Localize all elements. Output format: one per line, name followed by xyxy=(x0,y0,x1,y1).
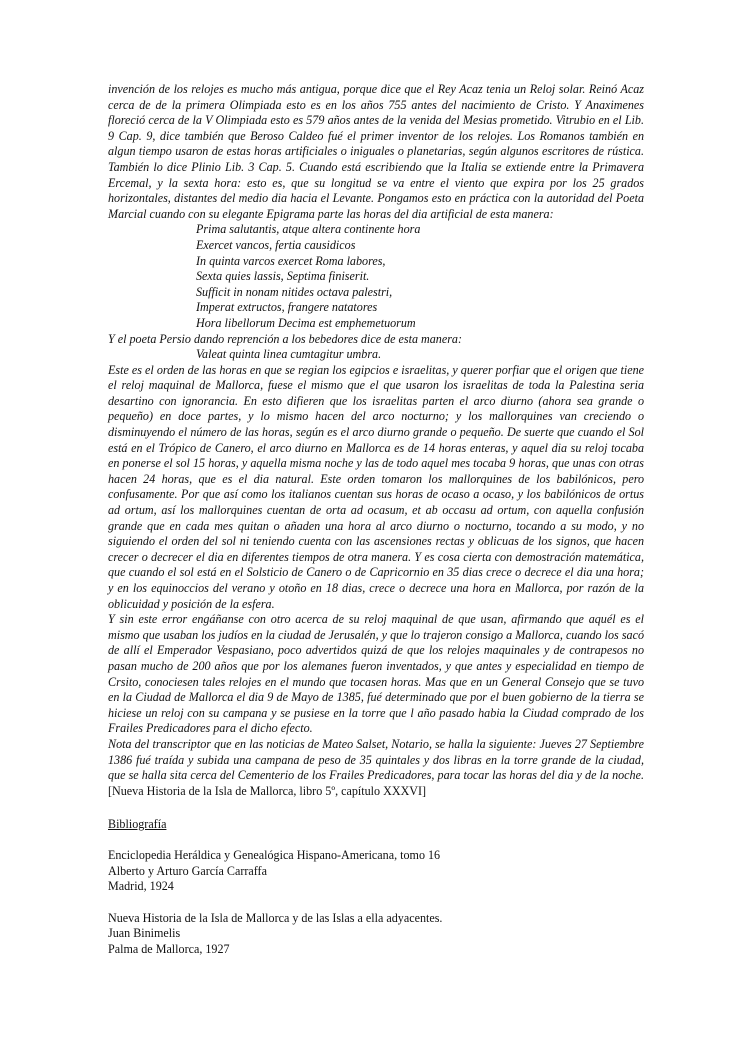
paragraph: Y sin este error engáñanse con otro acerca de su reloj maquinal de que usan, afirmando que aquél es el mismo que usaban los judíos en la ciudad de Jerusalén, y que lo trajeron consigo a Mallorca, cuando los sacó de allí el Emperador Vespasiano, poco advertidos quizá de que los relojes maquinales y de contrapesos no pasan mucho de 200 años que por los alemanes fueron inventados, y que antes y especialidad en tiempo de Crsito, conociesen tales relojes en el mundo que tocasen horas. Mas que en un General Consejo que se tuvo en la Ciudad de Mallorca el dia 9 de Mayo de 1385, fué determinado que por el buen gobierno de la tierra se hiciese un reloj con su campana y se pusiese en la torre que l año pasado habia la Ciudad comprado de los Frailes Predicadores para el dicho efecto. xyxy=(108,612,644,736)
verse-marcial xyxy=(108,222,644,331)
verse-line: In quinta varcos exercet Roma labores, xyxy=(196,253,386,268)
verse-line: Prima salutantis, atque altera continente hora xyxy=(196,222,421,237)
entry-author: Alberto y Arturo García Carraffa xyxy=(108,863,267,878)
verse-line: Imperat extructos, frangere natatores xyxy=(196,300,378,315)
verse-line: Hora libellorum Decima est emphemetuorum xyxy=(196,315,416,330)
entry-place: Madrid, 1924 xyxy=(108,879,174,894)
paragraph: invención de los relojes es mucho más antigua, porque dice que el Rey Acaz tenia un Reloj solar. Reinó Acaz cerca de de la primera Olimpiada esto es en los años 755 antes del nacimiento de Cristo. Y Anaximenes floreció cerca de la V Olimpiada esto es 579 años antes de la venida del Mesias prometido. Vitrubio en el Lib. 9 Cap. 9, dice también que Beroso Caldeo fué el primer inventor de los relojes. Los Romanos también en algun tiempo usaron de estas horas artificiales o iniguales o planetarias, según algunos escritores de rústica. También lo dice Plinio Lib. 3 Cap. 5. Cuando está escribiendo que la Italia se extiende entre la Primavera Ercemal, y la sexta hora: esto es, que su longitud se va entre el viento que expira por los 25 grados horizontales, distantes del medio dia hacia el Levante. Pongamos esto en práctica con la autoridad del Poeta Marcial cuando con su elegante Epigrama parte las horas del dia artificial de esta manera: xyxy=(108,82,644,221)
bibliography-heading: Bibliografía xyxy=(108,817,167,831)
entry-title: Enciclopedia Heráldica y Genealógica Hispano-Americana, tomo 16 xyxy=(108,848,441,863)
bibliography-entry xyxy=(108,911,644,958)
paragraph: Y el poeta Persio dando reprención a los bebedores dice de esta manera: xyxy=(108,331,463,346)
bibliography xyxy=(108,817,644,973)
source-reference: [Nueva Historia de la Isla de Mallorca, libro 5º, capítulo XXXVI] xyxy=(108,783,427,798)
verse-line: Valeat quinta linea cumtagitur umbra. xyxy=(196,347,382,362)
verse-line: Sufficit in nonam nitides octava palestri, xyxy=(196,284,393,299)
verse-persio xyxy=(108,347,644,363)
paragraph: Este es el orden de las horas en que se regian los egipcios e israelitas, y querer porfiar que el origen que tiene el reloj maquinal de Mallorca, fuese el mismo que el que usaron los israelitas de toda la Palestina seria desartino con ignorancia. En esto difieren que los israelitas parten el arco diurno (ahora sea grande o pequeño) en doce partes, y lo mismo hacen del arco nocturno; y los mallorquines van creciendo o disminuyendo el número de las horas, según es el arco diurno grande o pequeño. De suerte que cuando el Sol está en el Trópico de Canero, el arco diurno en Mallorca es de 14 horas enteras, y aquel dia su reloj tocaba en ponerse el sol 15 horas, y aquella misma noche y las de todo aquel mes tocaba 9 horas, que unas con otras hacen 24 horas, que es el dia natural. Este orden tomaron los mallorquines de los babilónicos, pero confusamente. Por que así como los italianos cuentan sus horas de ocaso a ocaso, y los babilónicos de ortus ad ortum, así los mallorquines cuentan de orta ad ocasum, et ab occasu ad ortum, con aquella confusión grande que en cada mes quitan o añaden una hora al arco diurno o nocturno, tocando a su modo, y no siguiendo el orden del sol ni teniendo cuenta con las ascensiones rectas y oblicuas de los signos, que hacen crecer o decrecer el dia en diferentes tiempos de otra manera. Y es cosa cierta con demostración matemática, que cuando el sol está en el Solsticio de Canero o de Capricornio en 35 dias crece o decrece el dia una hora; y en los equinoccios del verano y otoño en 18 dias, crece o decrece una hora en Mallorca, por razón de la oblicuidad y posición de la esfera. xyxy=(108,362,644,611)
body-text xyxy=(108,82,644,799)
note-text: Nota del transcriptor que en las noticias de Mateo Salset, Notario, se halla la siguiente: Jueves 27 Septiembre 1386 fué traída y subida una campana de peso de 35 quintales y dos libras en la torre grande de la ciudad, que se halla sita cerca del Cementerio de los Frailes Predicadores, para tocar las horas del dia y de la noche. xyxy=(108,736,644,783)
bibliography-entry xyxy=(108,848,644,895)
entry-title: Nueva Historia de la Isla de Mallorca y de las Islas a ella adyacentes. xyxy=(108,910,443,925)
entry-place: Palma de Mallorca, 1927 xyxy=(108,941,230,956)
entry-author: Juan Binimelis xyxy=(108,926,181,941)
transcriptor-note xyxy=(108,737,644,799)
verse-line: Exercet vancos, fertia causidicos xyxy=(196,237,356,252)
verse-line: Sexta quies lassis, Septima finiserit. xyxy=(196,269,370,284)
